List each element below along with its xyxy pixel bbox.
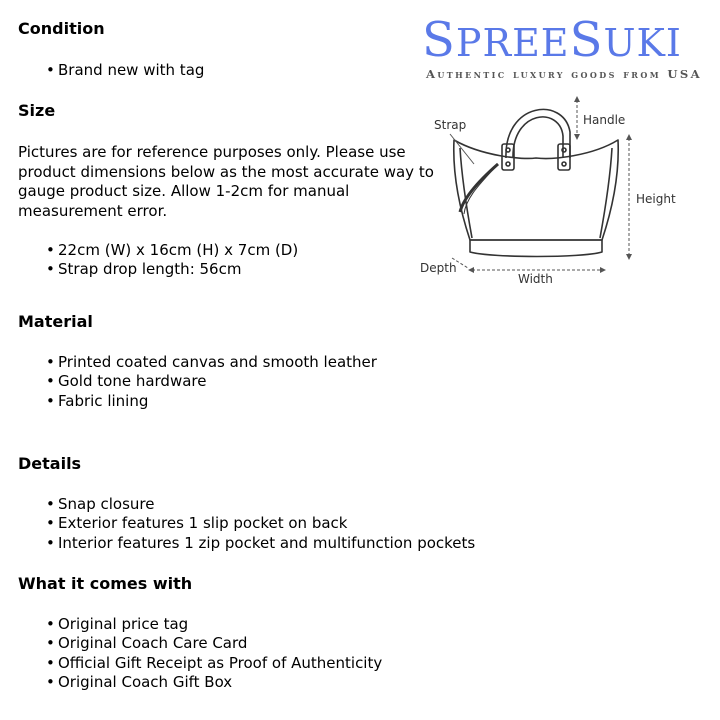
size-description: Pictures are for reference purposes only. Please use product dimensions below as the most accurate way to gauge product size. Allow 1-2cm for manual measurement error. [18, 143, 434, 220]
list-item: • Interior features 1 zip pocket and multifunction pockets [46, 533, 476, 552]
condition-heading: Condition [18, 19, 105, 38]
list-item: • Official Gift Receipt as Proof of Authenticity [46, 653, 383, 672]
list-item: • 22cm (W) x 16cm (H) x 7cm (D) [46, 241, 299, 259]
comes-with-heading: What it comes with [18, 574, 193, 593]
list-item: • Brand new with tag [46, 61, 205, 79]
size-list [46, 241, 298, 280]
material-heading: Material [18, 312, 93, 331]
size-heading: Size [18, 101, 56, 120]
diagram-label-depth: Depth [420, 261, 457, 275]
condition-list [46, 61, 204, 80]
list-item: • Printed coated canvas and smooth leather [46, 353, 377, 371]
list-item: • Original Coach Care Card [46, 634, 248, 653]
diagram-label-handle: Handle [583, 113, 626, 127]
list-item: • Strap drop length: 56cm [46, 260, 242, 279]
details-heading: Details [18, 454, 82, 473]
diagram-label-strap: Strap [434, 118, 467, 132]
comes-with-list [46, 615, 382, 693]
list-item: • Original price tag [46, 615, 189, 633]
logo-tagline: Authentic luxury goods from USA [426, 67, 703, 81]
diagram-label-width: Width [518, 272, 553, 286]
logo-title: SPREESUKI [422, 12, 682, 68]
diagram-label-height: Height [636, 192, 676, 206]
spreesuki-logo [422, 10, 718, 86]
list-item: • Snap closure [46, 495, 155, 513]
list-item: • Original Coach Gift Box [46, 673, 233, 692]
material-list [46, 353, 377, 411]
bag-dimensions-diagram [412, 92, 708, 288]
list-item: • Gold tone hardware [46, 372, 207, 391]
list-item: • Fabric lining [46, 391, 149, 410]
details-list [46, 495, 475, 553]
list-item: • Exterior features 1 slip pocket on back [46, 514, 348, 533]
